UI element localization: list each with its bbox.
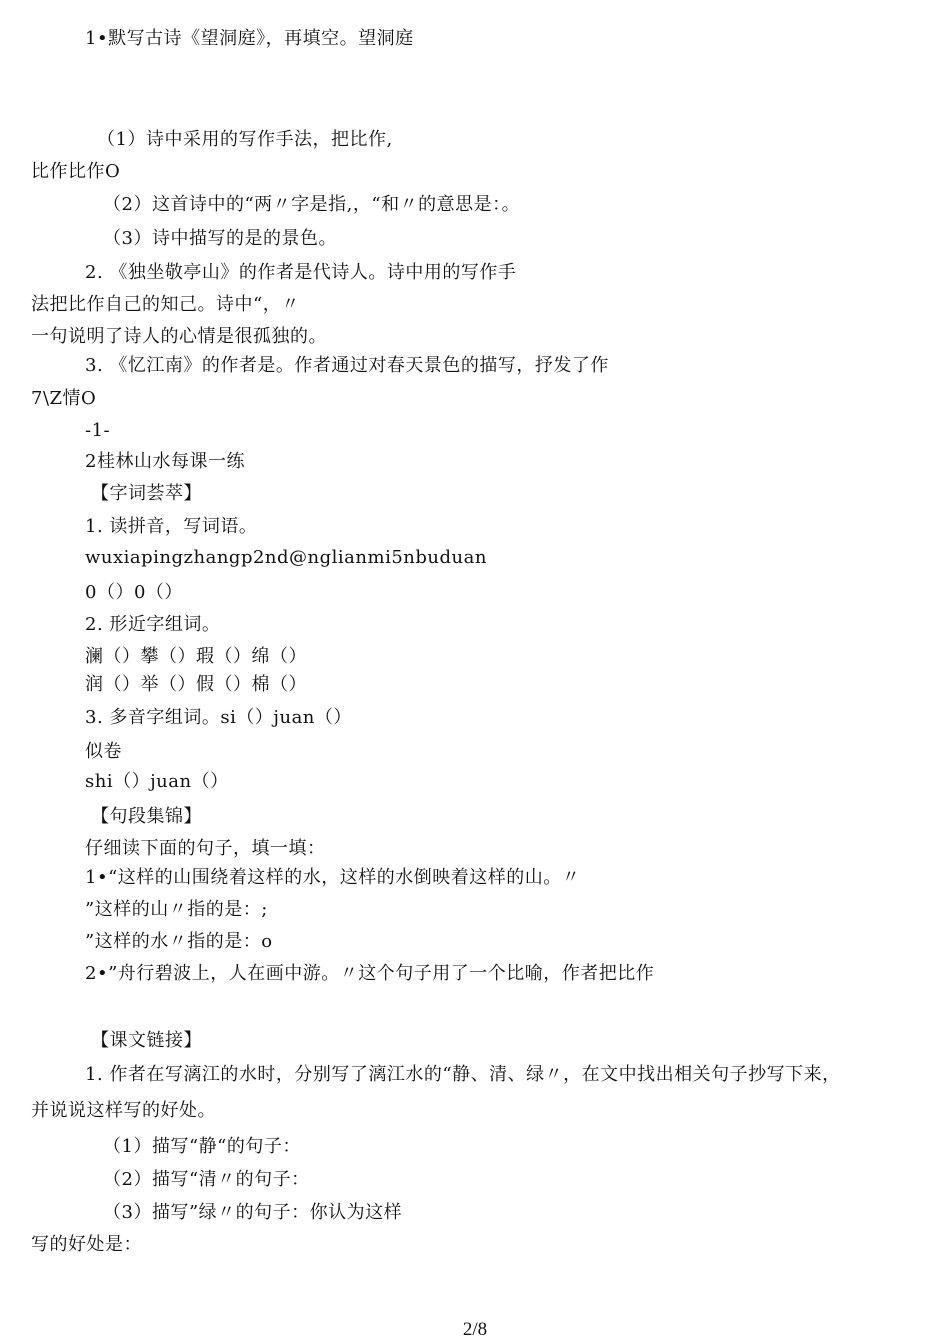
sentence-1: 1•“这样的山围绕着这样的水，这样的水倒映着这样的山。〃 xyxy=(85,867,581,888)
section-page-marker: -1- xyxy=(85,420,111,441)
question-2: 2. 《独坐敬亭山》的作者是代诗人。诗中用的写作手 xyxy=(85,262,517,283)
sentence-1-blank-a: ”这样的山〃指的是：; xyxy=(85,899,268,920)
question-1-sub-1: （1）诗中采用的写作手法，把比作, xyxy=(97,129,393,150)
section-heading-vocabulary: 【字词荟萃】 xyxy=(91,483,202,504)
question-1-sub-3: （3）诗中描写的是的景色。 xyxy=(103,228,337,249)
text-link-sub-1: （1）描写“静“的句子： xyxy=(103,1136,301,1157)
question-2-cont-2: 一句说明了诗人的心情是很孤独的。 xyxy=(31,326,327,347)
question-3-cont: 7\Z情O xyxy=(31,388,97,409)
question-1-poem-dictation: 1•默写古诗《望洞庭》，再填空。望洞庭 xyxy=(85,28,414,49)
polyphone-pinyin-2: shi（）juan（） xyxy=(85,771,229,792)
text-link-sub-3: （3）描写”绿〃的句子：你认为这样 xyxy=(103,1202,403,1223)
similar-chars-row-2: 润（）举（）假（）棉（） xyxy=(85,674,307,695)
sentence-2: 2•”舟行碧波上，人在画中游。〃这个句子用了一个比喻，作者把比作 xyxy=(85,963,655,984)
sentence-instructions: 仔细读下面的句子，填一填： xyxy=(85,838,326,859)
section-heading-sentences: 【句段集锦】 xyxy=(91,806,202,827)
answer-blanks: 0（）0（） xyxy=(85,582,183,603)
text-link-question-1: 1. 作者在写漓江的水时，分别写了漓江水的“静、清、绿〃，在文中找出相关句子抄写下来， xyxy=(85,1064,841,1085)
lesson-title: 2桂林山水每课一练 xyxy=(85,451,245,472)
sentence-1-blank-b: ”这样的水〃指的是：o xyxy=(85,931,273,952)
question-2-cont-1: 法把比作自己的知己。诗中“，〃 xyxy=(31,294,300,315)
vocab-question-1: 1. 读拼音，写词语。 xyxy=(85,516,258,537)
vocab-question-3: 3. 多音字组词。si（）juan（） xyxy=(85,707,352,728)
text-link-question-1-cont: 并说说这样写的好处。 xyxy=(31,1100,216,1121)
vocab-question-2: 2. 形近字组词。 xyxy=(85,614,221,635)
question-1-sub-1-cont: 比作比作O xyxy=(31,161,121,182)
text-link-sub-2: （2）描写“清〃的句子： xyxy=(103,1169,310,1190)
text-link-sub-3-cont: 写的好处是： xyxy=(31,1234,142,1255)
section-heading-text-link: 【课文链接】 xyxy=(91,1030,202,1051)
page-number: 2/8 xyxy=(462,1319,488,1340)
question-1-sub-2: （2）这首诗中的“两〃字是指,，“和〃的意思是：。 xyxy=(103,194,521,215)
similar-chars-row-1: 澜（）攀（）瑕（）绵（） xyxy=(85,646,307,667)
polyphone-chars: 似卷 xyxy=(85,741,122,762)
question-3: 3. 《忆江南》的作者是。作者通过对春天景色的描写，抒发了作 xyxy=(85,355,609,376)
pinyin-line: wuxiapingzhangp2nd@nglianmi5nbuduan xyxy=(85,547,487,568)
